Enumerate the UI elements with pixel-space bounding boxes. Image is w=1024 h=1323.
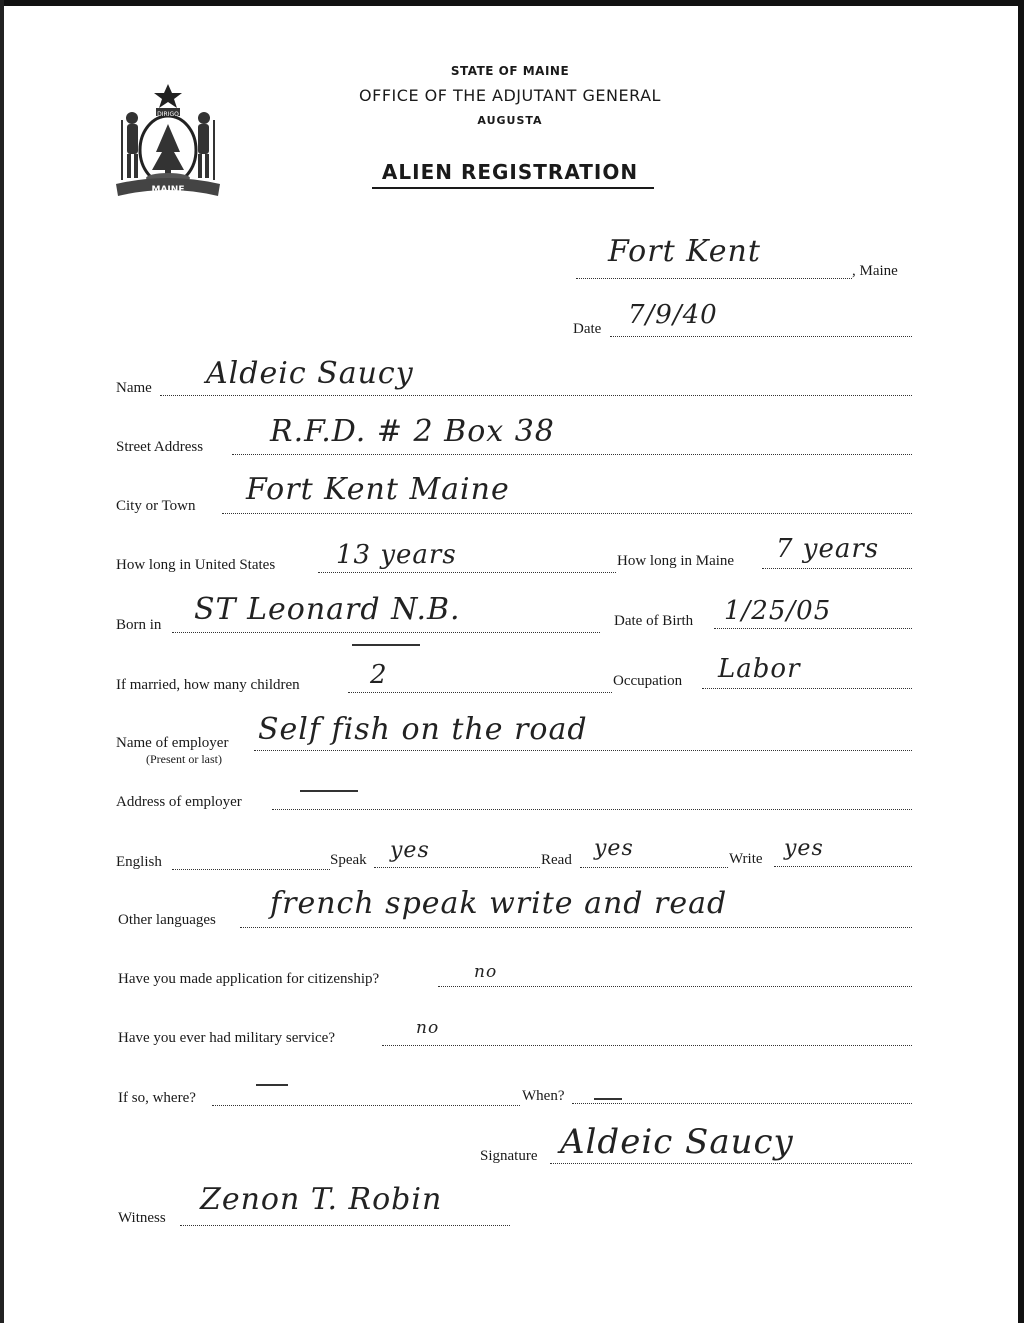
maine-suffix-label: , Maine (852, 263, 898, 279)
how-long-maine-entry: 7 years (776, 534, 880, 564)
signature-entry: Aldeic Saucy (560, 1122, 794, 1162)
english-field-line (172, 869, 330, 870)
date-entry: 7/9/40 (628, 300, 718, 330)
street-address-field-line (232, 454, 912, 455)
when-field-line (572, 1103, 912, 1104)
military-entry: no (416, 1018, 440, 1038)
city-or-town-label: City or Town (116, 498, 196, 514)
witness-label: Witness (118, 1210, 166, 1226)
write-entry: yes (784, 836, 824, 861)
speak-field-line (374, 867, 540, 868)
city-or-town-entry: Fort Kent Maine (246, 472, 510, 507)
other-languages-label: Other languages (118, 912, 216, 928)
children-field-line (348, 692, 612, 693)
name-field-line (160, 395, 912, 396)
employer-entry: Self fish on the road (258, 712, 588, 747)
write-field-line (774, 866, 912, 867)
date-of-birth-entry: 1/25/05 (724, 596, 832, 626)
occupation-label: Occupation (613, 673, 683, 689)
street-address-entry: R.F.D. # 2 Box 38 (270, 414, 555, 449)
how-long-maine-field-line (762, 568, 912, 569)
seal-banner-text: MAINE (151, 185, 185, 195)
children-label: If married, how many children (116, 677, 300, 693)
seal-motto-text: DIRIGO (157, 111, 179, 118)
born-in-label: Born in (116, 617, 162, 633)
speak-entry: yes (390, 838, 430, 863)
other-languages-entry: french speak write and read (270, 886, 728, 921)
maine-state-seal-icon (112, 80, 224, 198)
form-title: ALIEN REGISTRATION (381, 160, 639, 184)
children-entry: 2 (370, 660, 388, 690)
when-dash-stroke (594, 1098, 622, 1100)
date-label: Date (573, 321, 602, 337)
date-of-birth-label: Date of Birth (614, 613, 694, 629)
citizenship-label: Have you made application for citizenship? (118, 971, 380, 987)
date-field-line (610, 336, 912, 337)
witness-entry: Zenon T. Robin (200, 1182, 443, 1217)
employer-field-line (254, 750, 912, 751)
where-dash-stroke (256, 1084, 288, 1086)
employer-address-dash-stroke (300, 790, 358, 792)
header-office: OFFICE OF THE ADJUTANT GENERAL (359, 86, 661, 105)
witness-field-line (180, 1225, 510, 1226)
town-field-line (576, 278, 852, 279)
born-in-field-line (172, 632, 600, 633)
english-label: English (116, 854, 162, 870)
name-entry: Aldeic Saucy (206, 356, 414, 391)
town-entry: Fort Kent (608, 234, 761, 269)
write-label: Write (729, 851, 763, 867)
born-in-underline-stroke (352, 644, 420, 646)
citizenship-entry: no (474, 962, 498, 982)
read-label: Read (541, 852, 572, 868)
how-long-us-field-line (318, 572, 616, 573)
citizenship-field-line (438, 986, 912, 987)
city-or-town-field-line (222, 513, 912, 514)
where-field-line (212, 1105, 520, 1106)
read-field-line (580, 867, 728, 868)
employer-sub-label: (Present or last) (146, 752, 222, 766)
street-address-label: Street Address (116, 439, 204, 455)
date-of-birth-field-line (714, 628, 912, 629)
name-label: Name (116, 380, 152, 396)
scan-border-left (0, 0, 4, 1323)
when-label: When? (522, 1088, 565, 1104)
title-underline (372, 187, 654, 189)
header-state: STATE OF MAINE (450, 64, 570, 78)
occupation-field-line (702, 688, 912, 689)
how-long-maine-label: How long in Maine (617, 553, 735, 569)
occupation-entry: Labor (718, 654, 801, 684)
how-long-us-label: How long in United States (116, 557, 276, 573)
read-entry: yes (594, 836, 634, 861)
scan-border-right (1018, 0, 1024, 1323)
employer-address-field-line (272, 809, 912, 810)
header-city: AUGUSTA (477, 114, 543, 127)
scan-border-top (0, 0, 1024, 6)
employer-address-label: Address of employer (116, 794, 242, 810)
signature-label: Signature (480, 1148, 538, 1164)
military-field-line (382, 1045, 912, 1046)
employer-label: Name of employer (116, 735, 229, 751)
military-label: Have you ever had military service? (118, 1030, 335, 1046)
other-languages-field-line (240, 927, 912, 928)
signature-field-line (550, 1163, 912, 1164)
how-long-us-entry: 13 years (336, 540, 457, 570)
speak-label: Speak (330, 852, 367, 868)
born-in-entry: ST Leonard N.B. (194, 592, 461, 627)
if-so-where-label: If so, where? (118, 1090, 196, 1106)
